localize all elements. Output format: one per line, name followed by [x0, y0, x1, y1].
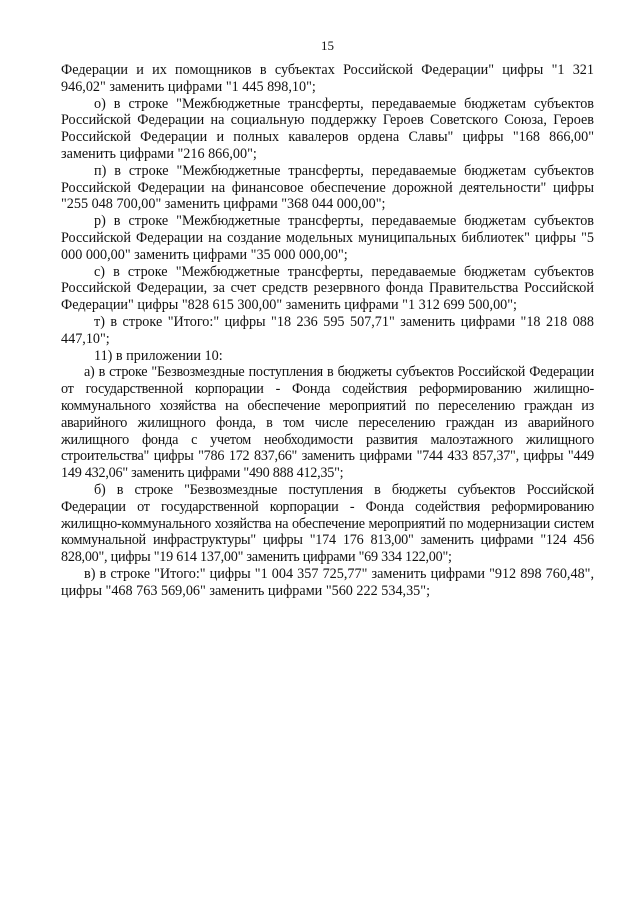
- paragraph-item-s: с) в строке "Межбюджетные трансферты, передаваемые бюджетам субъектов Российской Федерации, за счет средств резервного фонда Правительства Российской Федерации" цифры "828 615 300,00" заменить цифрами "1 312 699 500,00";: [61, 263, 594, 314]
- paragraph-item-a: а) в строке "Безвозмездные поступления в бюджеты субъектов Российской Федерации от государственной корпорации - Фонда содействия реформированию жилищно-коммунального хозяйства на обеспечение мероприятий по переселению граждан из аварийного жилищного фонда, в том числе переселению граждан из аварийного жилищного фонда с учетом необходимости развития малоэтажного жилищного строительства" цифры "786 172 837,66" заменить цифрами "744 433 857,37", цифры "449 149 432,06" заменить цифрами "490 888 412,35";: [61, 364, 594, 482]
- paragraph-item-b: б) в строке "Безвозмездные поступления в бюджеты субъектов Российской Федерации от государственной корпорации - Фонда содействия реформированию жилищно-коммунального хозяйства на обеспечение мероприятий по модернизации систем коммунальной инфраструктуры" цифры "174 176 813,00" заменить цифрами "124 456 828,00", цифры "19 614 137,00" заменить цифрами "69 334 122,00";: [61, 481, 594, 566]
- page-number: 15: [321, 38, 334, 53]
- paragraph-item-r: р) в строке "Межбюджетные трансферты, передаваемые бюджетам субъектов Российской Федерации на создание модельных муниципальных библиотек" цифры "5 000 000,00" заменить цифрами "35 000 000,00";: [61, 213, 594, 263]
- paragraph-item-v: в) в строке "Итого:" цифры "1 004 357 725,77" заменить цифрами "912 898 760,48", цифры "468 763 569,06" заменить цифрами "560 222 534,35";: [61, 565, 594, 599]
- paragraph-item-o: о) в строке "Межбюджетные трансферты, передаваемые бюджетам субъектов Российской Федерации на социальную поддержку Героев Советского Союза, Героев Российской Федерации и полных кавалеров ордена Славы" цифры "168 866,00" заменить цифрами "216 866,00";: [61, 95, 594, 162]
- paragraph-item-p: п) в строке "Межбюджетные трансферты, передаваемые бюджетам субъектов Российской Федерации на финансовое обеспечение дорожной деятельности" цифры "255 048 700,00" заменить цифрами "368 044 000,00";: [61, 162, 594, 213]
- paragraph-item-t: т) в строке "Итого:" цифры "18 236 595 507,71" заменить цифрами "18 218 088 447,10";: [61, 313, 594, 347]
- paragraph-continuation: Федерации и их помощников в субъектах Российской Федерации" цифры "1 321 946,02" заменить цифрами "1 445 898,10";: [61, 62, 594, 95]
- paragraph-item-11: 11) в приложении 10:: [94, 347, 223, 364]
